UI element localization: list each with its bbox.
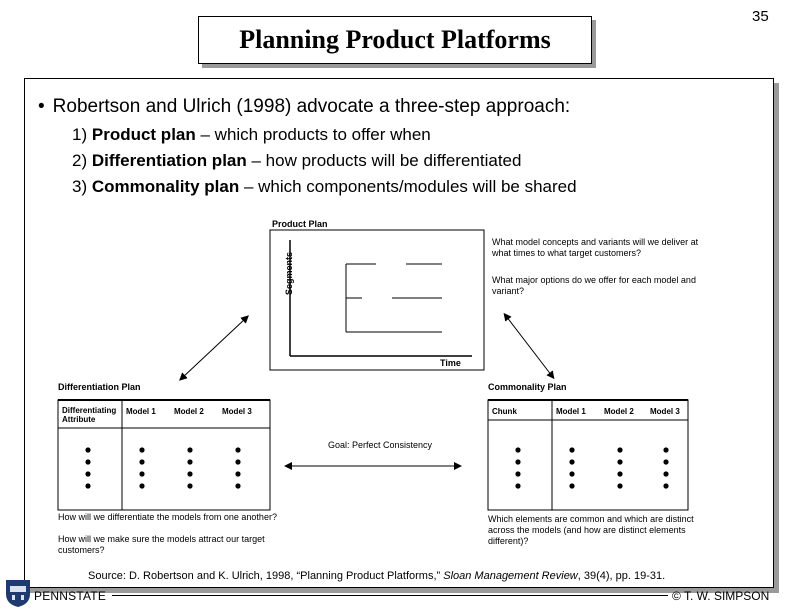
commonality-plan-heading: Commonality Plan: [488, 382, 567, 392]
goal-label: Goal: Perfect Consistency: [328, 440, 433, 450]
step-term: Product plan: [91, 125, 196, 144]
product-plan-box: [270, 230, 484, 370]
product-plan-y-axis-label: Segments: [284, 251, 295, 296]
differentiation-column-model-3: Model 3: [222, 407, 252, 416]
product-plan-question-1: What model concepts and variants will we deliver at what times to what target customers?: [492, 237, 699, 258]
differentiation-question-1: How will we differentiate the models from one another?: [58, 512, 277, 522]
differentiation-question-2: How will we make sure the models attract our target customers?: [58, 534, 265, 555]
pennstate-logo-text: PENNSTATE: [34, 589, 107, 603]
commonality-dots: [515, 447, 668, 488]
arrow-product-commonality: [506, 316, 552, 376]
bullet-icon: •: [38, 96, 45, 117]
commonality-column-model-2: Model 2: [604, 407, 634, 416]
step-number: 2): [72, 151, 88, 170]
source-journal: Sloan Management Review: [443, 570, 578, 582]
product-plan-question-2: What major options do we offer for each model and variant?: [492, 275, 696, 296]
bullet-text: Robertson and Ulrich (1998) advocate a three-step approach:: [52, 96, 571, 117]
differentiation-dots: [85, 447, 240, 488]
copyright: © T. W. SIMPSON: [672, 589, 770, 603]
source-suffix: , 39(4), pp. 19-31.: [577, 570, 666, 582]
step-term: Commonality plan: [91, 177, 240, 196]
step-number: 1): [72, 125, 88, 144]
commonality-question: Which elements are common and which are distinct across the models (and how are distinct elements different)?: [488, 514, 694, 546]
commonality-column-model-1: Model 1: [556, 407, 586, 416]
step-term: Differentiation plan: [91, 151, 247, 170]
slide-title: Planning Product Platforms: [198, 16, 592, 64]
differentiation-column-model-2: Model 2: [174, 407, 204, 416]
differentiation-plan-heading: Differentiation Plan: [58, 382, 141, 392]
product-plan-x-axis-label: Time: [440, 358, 461, 368]
differentiation-column-model-1: Model 1: [126, 407, 156, 416]
source-prefix: Source: D. Robertson and K. Ulrich, 1998, “Planning Product Platforms,”: [88, 570, 444, 582]
footer-divider: [112, 595, 668, 596]
pennstate-shield-icon: [4, 578, 32, 608]
step-number: 3): [72, 177, 88, 196]
product-plan-heading: Product Plan: [272, 219, 328, 229]
step-description: – how products will be differentiated: [246, 151, 522, 170]
commonality-column-model-3: Model 3: [650, 407, 680, 416]
step-description: – which components/modules will be shared: [239, 177, 577, 196]
page-number: 35: [752, 8, 769, 25]
commonality-column-chunk: Chunk: [492, 407, 517, 416]
source-citation: [88, 570, 665, 582]
step-description: – which products to offer when: [195, 125, 431, 144]
differentiation-column-attribute: Differentiating Attribute: [62, 406, 117, 424]
arrow-product-differentiation: [182, 318, 246, 378]
